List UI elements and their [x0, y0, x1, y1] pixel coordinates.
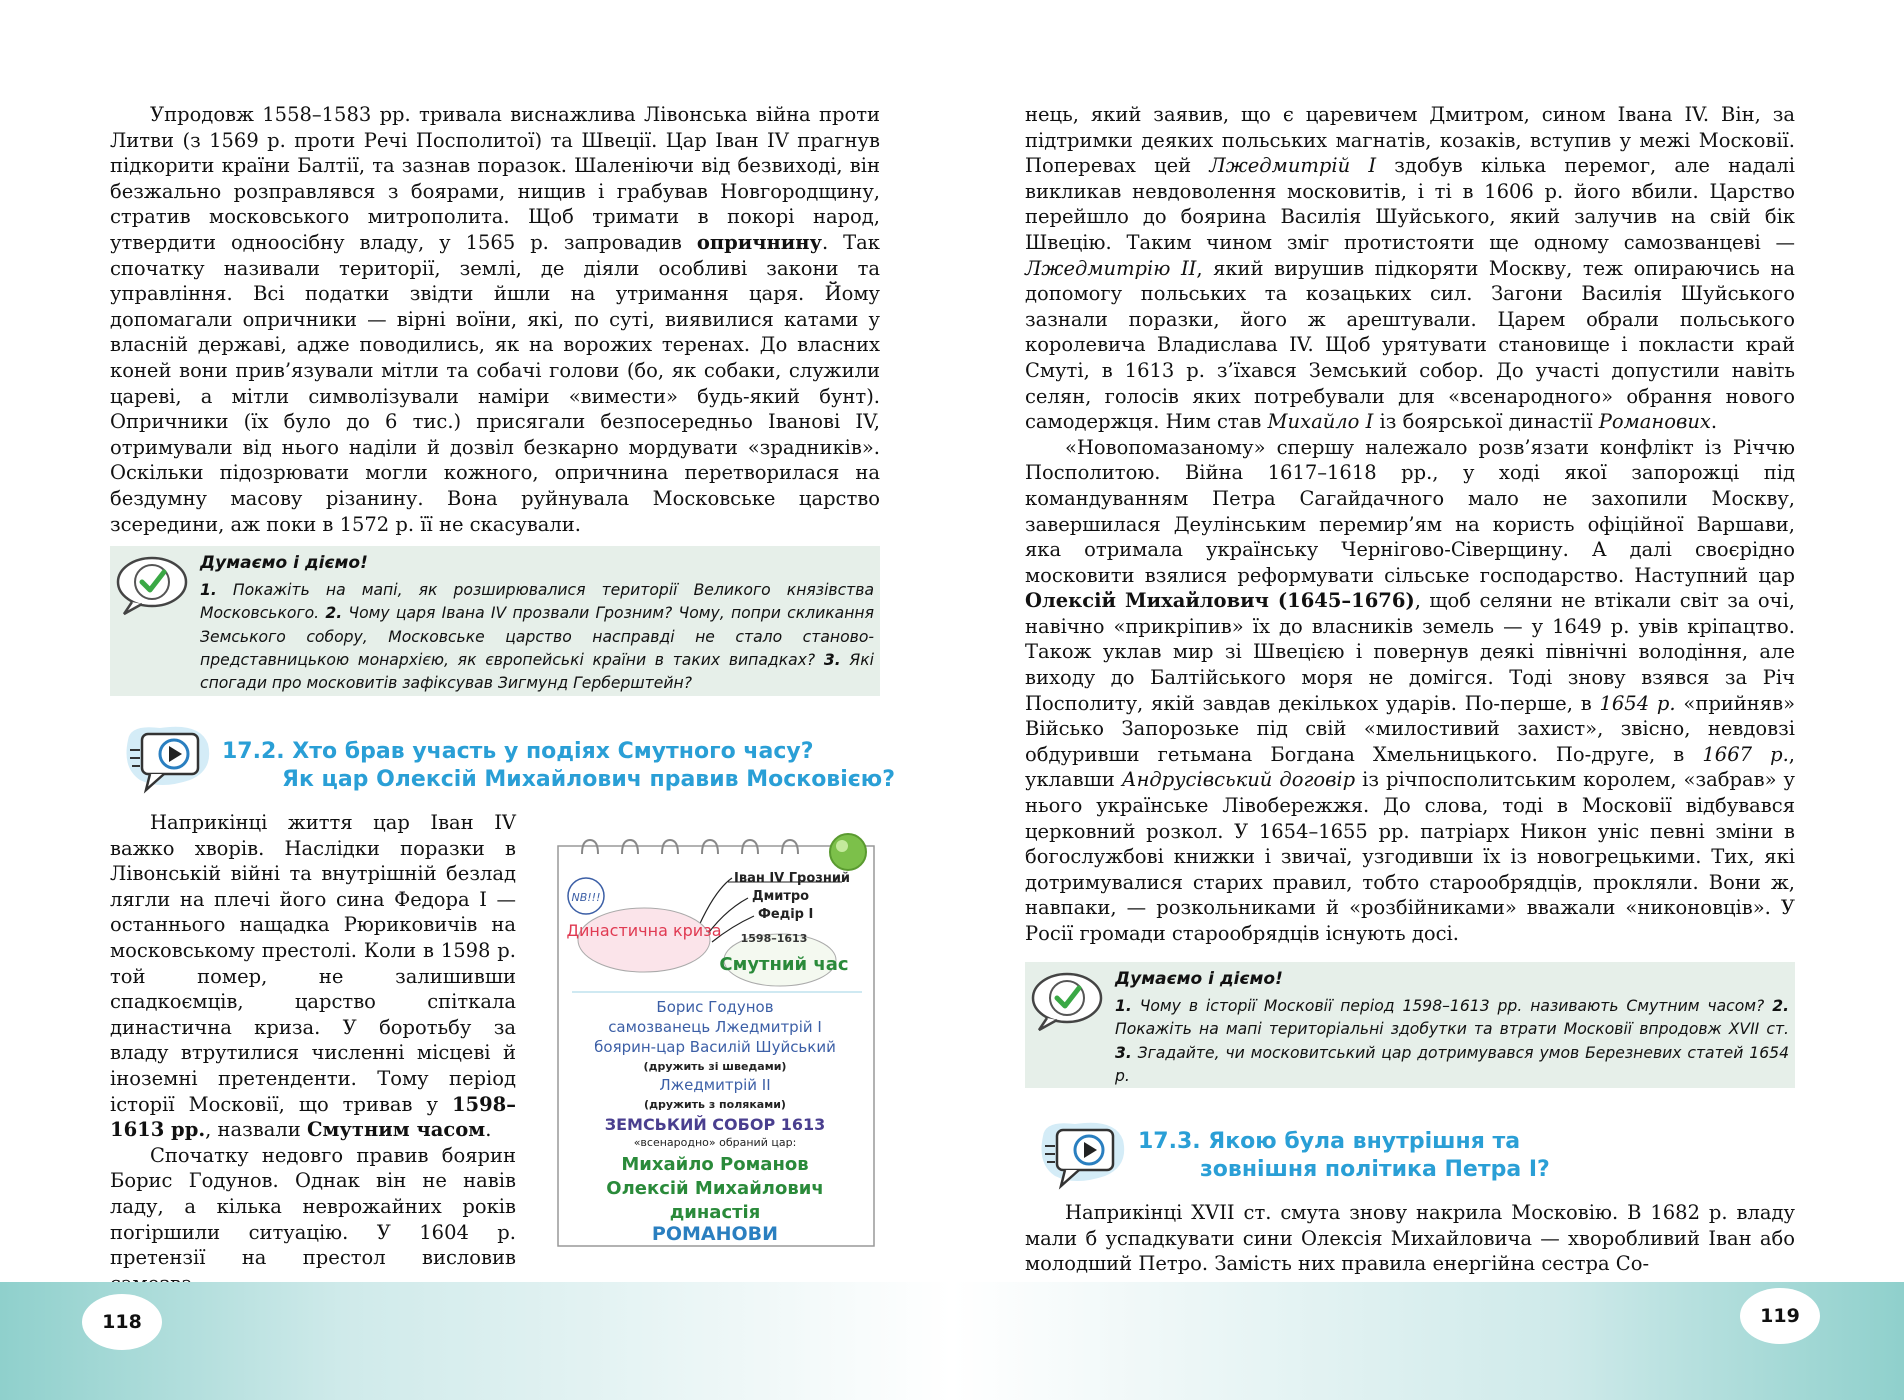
tsar-dmitro: Дмитро: [752, 889, 810, 904]
right-paragraph-2: «Новопомазаному» спершу належало розв’язати конфлікт із Річчю Посполитою. Війна 1617–1618 рр., у ході якої запорожці під командуванням Петра Сагайдачного мало не захопили Москву, завершилася Деулінським перемир’ям на користь офіційної Варшави, яка отримала українську Чернігово-Сіверщину. А далі своєрідно московити взялися реформувати сільське господарство. Наступний цар Олексій Михайлович (1645–1676), щоб селяни не втікали світ за очі, навічно «прикріпив» їх до власників земель — у 1649 р. увів кріпацтво. Також уклав мир зі Швецією і повернув деякі північні володіння, але виходу до Балтійського моря не домігся. Тоді знову взявся за Річ Посполиту, якій завдав декількох ударів. По-перше, в 1654 р. «прийняв» Військо Запорозьке під свій «милостивий захист», звісно, невдовзі обдуривши гетьмана Богдана Хмельницького. По-друге, в 1667 р., уклавши Андрусівський договір із річпосполитським королем, «забрав» у нього українське Лівобережжя. До слова, тоді в Московії відбувався церковний розкол. У 1654–1655 рр. патріарх Никон уніс певні зміни в богослужбові книжки і звичаї, узгодивши їх із новогрецькими. Тих, які дотримувалися старих правил, тобто старообрядців, прокляли. Вони ж, навпаки, — розкольниками й «розбійниками» вважали «никоновців». У Росії громади старообрядців існують досі.: [1025, 435, 1795, 945]
smuta-label: Смутний час: [719, 954, 849, 975]
section-heading-17-2: [222, 738, 902, 794]
think-questions: 1. Покажіть на мапі, як розширювалися території Великого князівства Московського. 2. Чому царя Івана IV прозвали Грозним? Чому, попри скликання Земського собору, Московське царство насправді не стало станово-представницькою монархією, як європейські країни в таких випадках? 3. Які спогади про московитів зафіксував Зигмунд Герберштейн?: [200, 581, 875, 693]
tsar-ivan: Іван IV Грозний: [734, 871, 851, 886]
right-paragraph-1: нець, який заявив, що є царевичем Дмитром, сином Івана IV. Він, за підтримки деяких польських магнатів, козаків, вступив у межі Московії. Поперевах цей Лжедмитрій I здобув кілька перемог, але надалі викликав невдоволення московитів, і ті в 1606 р. його вбили. Царство перейшло до боярина Василія Шуйського, який залучив на свій бік Швецію. Таким чином зміг протистояти ще одному самозванцеві — Лжедмитрію II, який вирушив підкоряти Москву, теж опираючись на допомогу польських та козацьких сил. Загони Василія Шуйського зазнали поразки, його ж арештували. Царем обрали польського королевича Владислава IV. Щоб урятувати становище і покласти край Смуті, в 1613 р. з’їхався Земський собор. До участі допустили навіть селян, голосів яких потребували для «всенародного» обрання нового самодержця. Ним став Михайло I із боярської династії Романових. «Новопомазаному» спершу належало розв’язати конфлікт із Річчю Посполитою. Війна 1617–1618 рр., у ході якої запорожці під командуванням Петра Сагайдачного мало не захопили Москву, завершилася Деулінським перемир’ям на користь офіційної Варшави, яка отримала українську Чернігово-Сіверщину. А далі своєрідно московити взялися реформувати сільське господарство. Наступний цар Олексій Михайлович (1645–1676), щоб селяни не втікали світ за очі, навічно «прикріпив» їх до власників земель — у 1649 р. увів кріпацтво. Також уклав мир зі Швецією і повернув деякі північні володіння, але виходу до Балтійського моря не домігся. Тоді знову взявся за Річ Посполиту, якій завдав декількох ударів. По-перше, в 1654 р. «прийняв» Військо Запорозьке під свій «милостивий захист», звісно, невдовзі обдуривши гетьмана Богдана Хмельницького. По-друге, в 1667 р., уклавши Андрусівський договір із річпосполитським королем, «забрав» у нього українське Лівобережжя. До слова, тоді в Московії відбувався церковний розкол. У 1654–1655 рр. патріарх Никон уніс певні зміни в богослужбові книжки і звичаї, узгодивши їх із новогрецькими. Тих, які дотримувалися старих правил, тобто старообрядців, прокляли. Вони ж, навпаки, — розкольниками й «розбійниками» вважали «никоновців». У Росії громади старообрядців існують досі.: [1025, 103, 1795, 945]
notebook-card-smuta: [552, 832, 878, 1252]
tsar-fedir: Федір I: [758, 907, 814, 922]
left-paragraph-2: Наприкінці життя цар Іван IV важко хворів. Наслідки поразки в Лівонській війні та внутрішній безлад лягли на плечі його сина Федора I — останнього нащадка Рюриковичів на московському престолі. Коли в 1598 р. той помер, не залишивши спадкоємців, царство спіткала династична криза. У боротьбу за владу втрутилися численні місцеві й іноземні претенденти. Тому період історії Московії, що тривав у 1598–1613 рр., назвали Смутним часом. Спочатку недовго правив боярин Борис Годунов. Однак він не навів ладу, а кілька неврожайних років погіршили ситуацію. У 1604 р. претензії на престол висловив: [110, 810, 516, 1296]
ljedmitriy-1: самозванець Лжедмитрій I: [608, 1018, 822, 1036]
zemskiy-sobor: ЗЕМСЬКИЙ СОБОР 1613: [604, 1115, 826, 1134]
video-lesson-icon: [1035, 1116, 1131, 1200]
page-footer-band: [0, 1282, 1904, 1400]
think-and-act-box-right: [1025, 962, 1795, 1088]
godunov: Борис Годунов: [656, 998, 774, 1016]
years-label: 1598–1613: [740, 932, 808, 945]
page-number-left: 118: [82, 1294, 162, 1350]
page-number-right: 119: [1740, 1288, 1820, 1344]
section-line-2: зовнішня політика Петра I?: [1200, 1157, 1550, 1182]
nb-mark: NB!!!: [571, 891, 601, 904]
dynastic-crisis-label: Династична криза: [566, 921, 722, 940]
section-heading-17-3: [1138, 1128, 1778, 1184]
text: . Так спочатку називали території, землі, де діяли особливі закони та управління. Всі податки звідти йшли на утримання царя. Йому допомагали опричники — вірні воїни, які, по суті, виявилися катами у власній державі, адже поводились, як на ворожих теренах. До власних коней вони прив’язували мітли та собачі голови (бо, як собаки, служили цареві, а мітли символізували наміри «вимести» будь-який бунт). Опричники (їх було до 6 тис.) присягали безпосередньо Іванові IV, отримували від нього наділи й дозвіл безкарно мордувати «зрадників». Оскільки підозрювати могли кожного, опричнина перетворилася на бездумну масову різанину. Вона руйнувала Московське царство зсередини, аж поки в 1572 р. її не скасували.: [110, 230, 880, 536]
think-title: Думаємо і діємо!: [200, 553, 368, 573]
term-oprichnina: опричнину: [696, 230, 823, 254]
think-questions: 1. Чому в історії Московії період 1598–1613 рр. називають Смутним часом? 2. Покажіть на мапі територіальні здобутки та втрати Московії впродовж XVII ст. 3. Згадайте, чи московитський цар дотримувався умов Березневих статей 1654 р.: [1115, 997, 1789, 1085]
mykhailo-romanov: Михайло Романов: [621, 1154, 809, 1175]
romanovy-label: РОМАНОВИ: [651, 1223, 779, 1245]
with-poles: (дружить з поляками): [644, 1098, 786, 1111]
text: Упродовж 1558–1583 рр. тривала виснажлива Лівонська війна проти Литви (з 1569 р. проти Речі Посполитої) та Швеції. Цар Іван IV прагнув підкорити країни Балтії, та зазнав поразок. Шаленіючи від безвиході, він безжально розправлявся з боярами, нищив і грабував Новгородщину, стратив московського митрополита. Щоб тримати в покорі народ, утвердити одноосібну владу, у 1565 р. запровадив: [110, 103, 880, 254]
oleksiy-mykhailovych: Олексій Михайлович: [606, 1178, 824, 1199]
video-lesson-icon: [120, 720, 216, 804]
think-and-act-box-left: [110, 546, 880, 696]
left-paragraph-3: Спочатку недовго правив боярин Борис Годунов. Однак він не навів ладу, а кілька неврожайних років погіршили ситуацію. У 1604 р. претензії на престол висловив: [110, 1143, 516, 1270]
dynasty-label: династія: [669, 1202, 761, 1223]
shuyskiy: боярин-цар Василій Шуйський: [594, 1038, 836, 1056]
think-title: Думаємо і діємо!: [1115, 969, 1283, 989]
right-paragraph-3: Наприкінці XVII ст. смута знову накрила Московію. В 1682 р. владу мали б успадкувати сини Олексія Михайловича — хворобливий Іван або молодший Петро. Замість них правила енергійна сестра Со-: [1025, 1201, 1795, 1276]
checkmark-bubble-icon: [114, 554, 190, 623]
checkmark-bubble-icon: [1029, 970, 1105, 1039]
with-sweden: (дружить зі шведами): [643, 1060, 787, 1073]
section-line-2: Як цар Олексій Михайлович правив Московією?: [282, 767, 895, 792]
ljedmitriy-2: Лжедмитрій II: [659, 1076, 771, 1094]
left-paragraph-1: [110, 102, 880, 537]
section-line-1: 17.3. Якою була внутрішня та: [1138, 1129, 1521, 1154]
elected-tsar: «всенародно» обраний цар:: [633, 1136, 797, 1149]
section-line-1: 17.2. Хто брав участь у подіях Смутного часу?: [222, 739, 814, 764]
